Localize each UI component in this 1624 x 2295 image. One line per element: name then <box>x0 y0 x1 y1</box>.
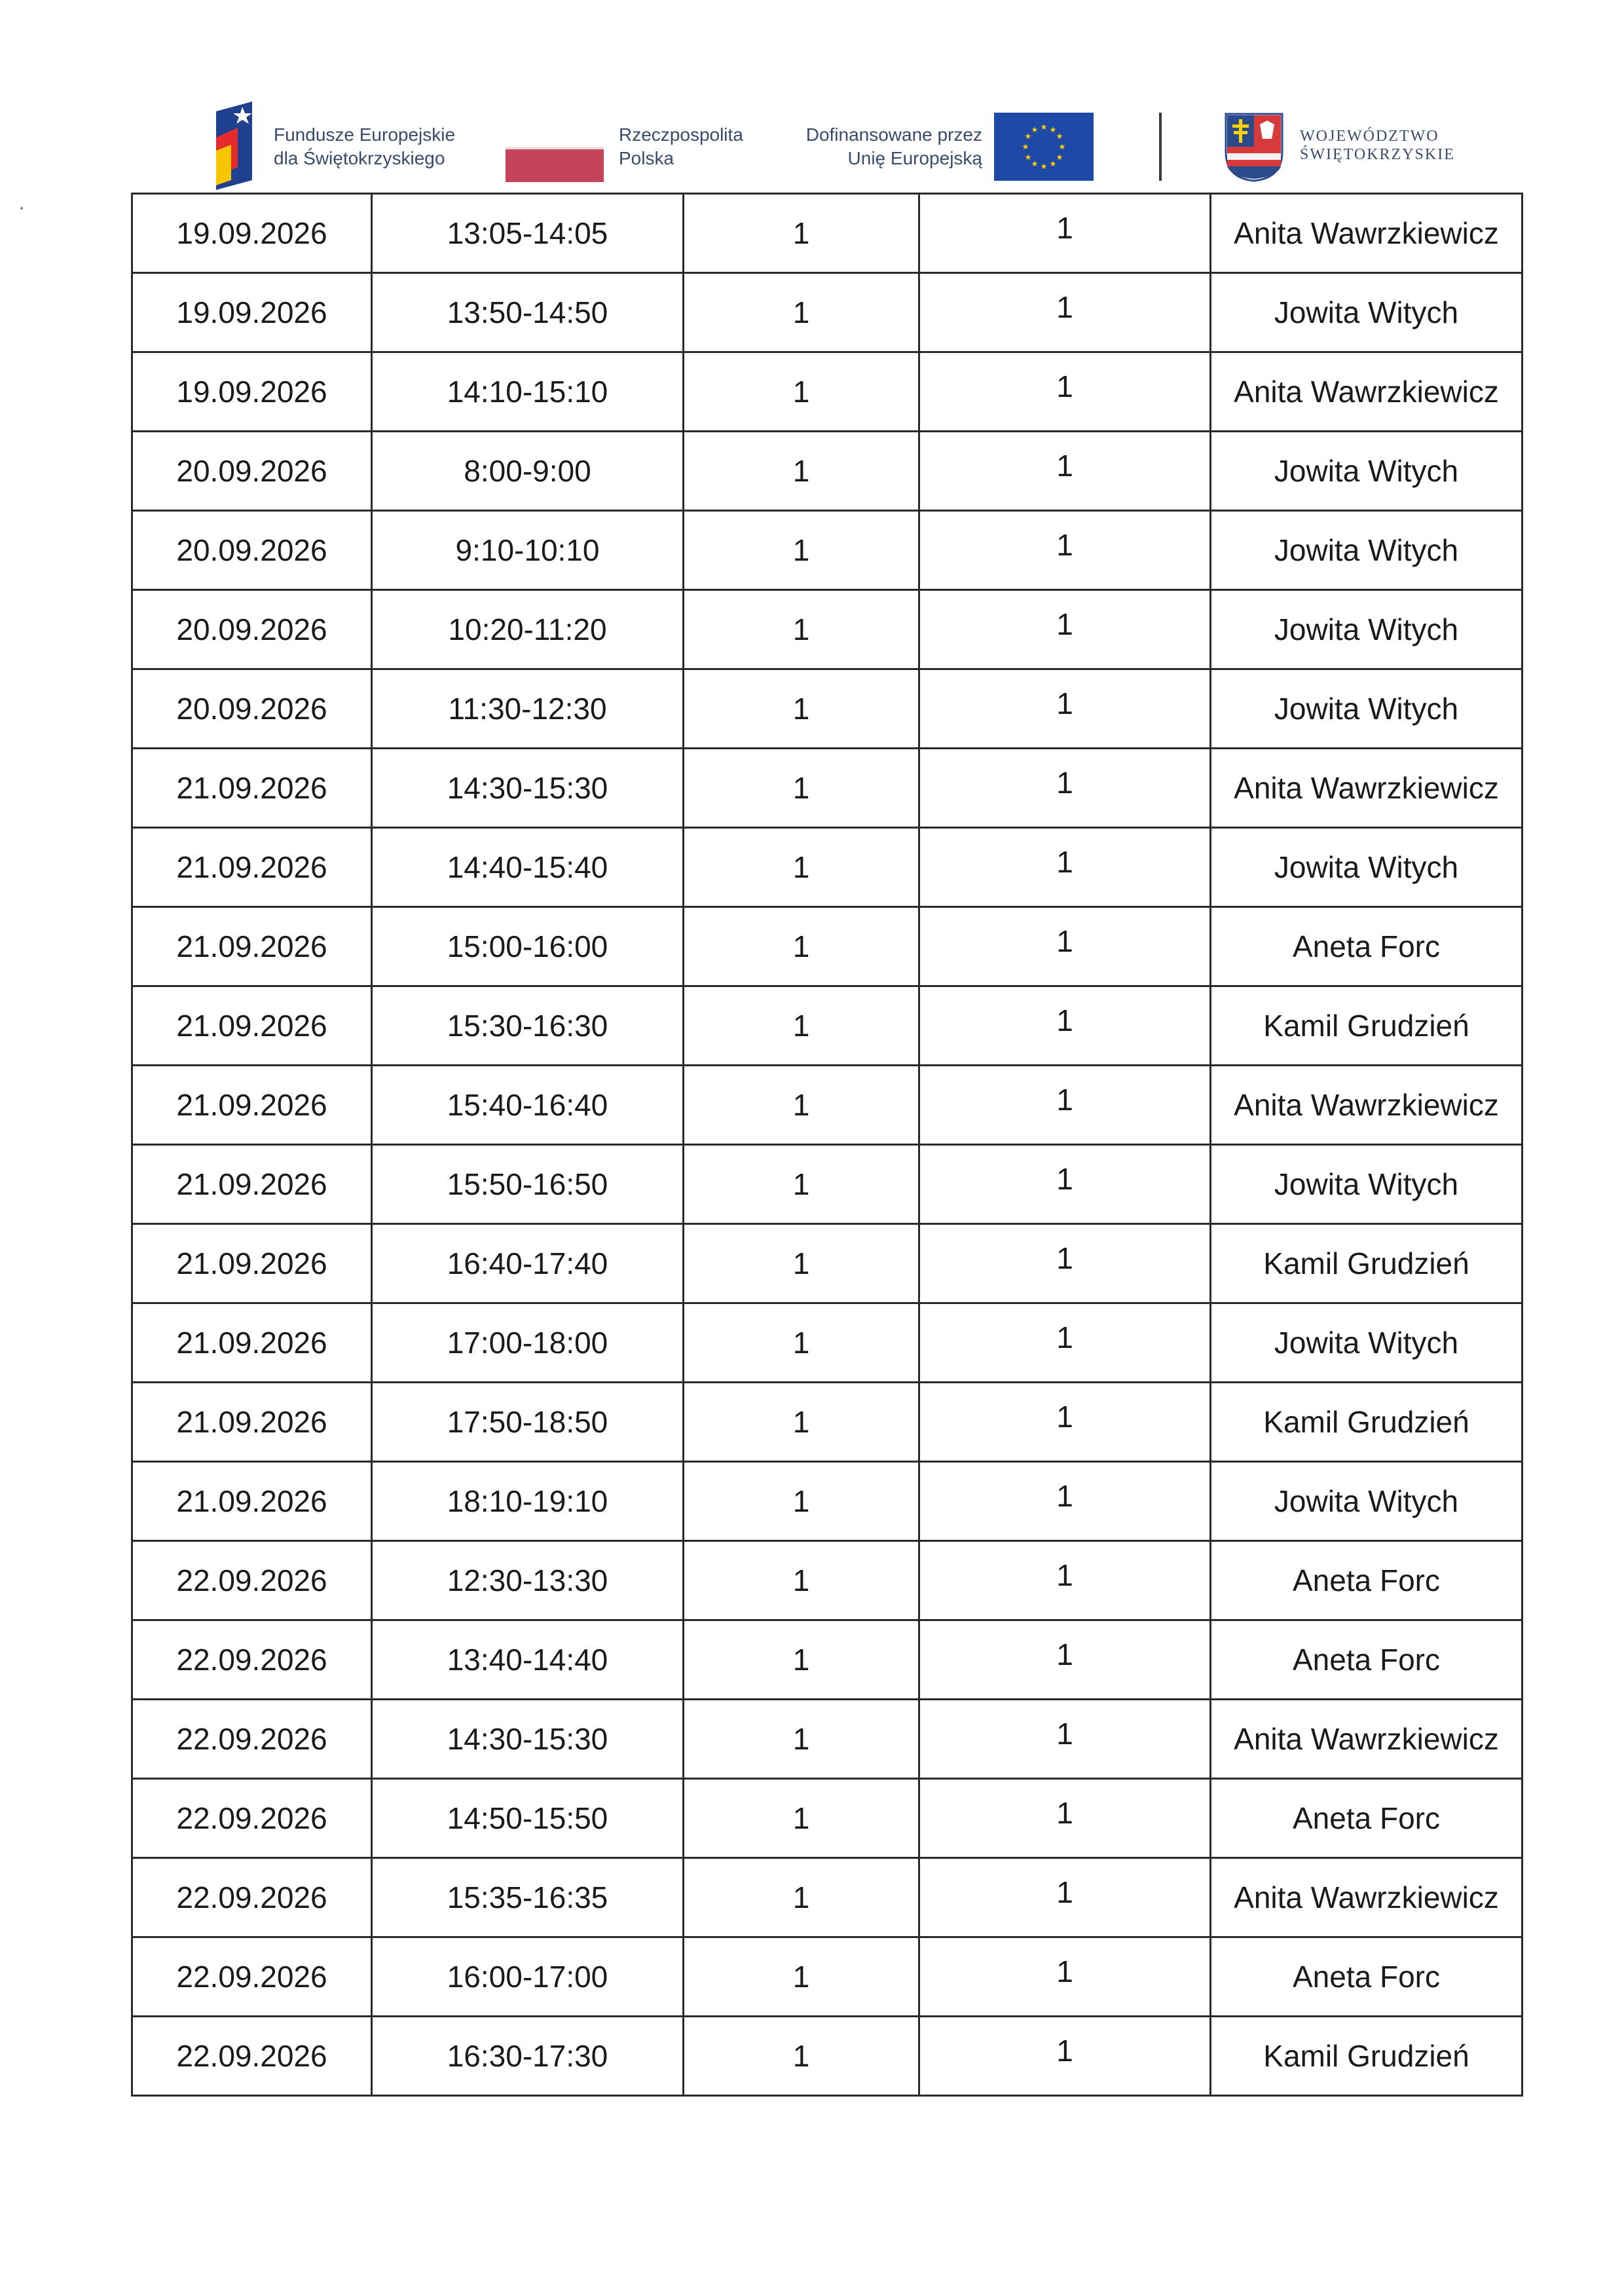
time-cell: 18:10-19:10 <box>372 1462 684 1541</box>
time-cell: 16:00-17:00 <box>372 1937 684 2017</box>
woj-line-2: ŚWIĘTOKRZYSKIE <box>1300 146 1455 163</box>
table-row <box>132 1700 1522 1779</box>
schedule-table <box>131 193 1523 2097</box>
count-value: 1 <box>1056 686 1073 720</box>
count-cell-2 <box>919 352 1211 432</box>
count-value: 1 <box>1056 1717 1073 1751</box>
svg-text:★: ★ <box>1031 125 1039 134</box>
table-row <box>132 590 1522 669</box>
count-cell-2 <box>919 986 1211 1066</box>
rzeczpospolita-label <box>619 123 743 170</box>
count-value: 1 <box>1056 290 1073 324</box>
count-value: 1 <box>1056 845 1073 879</box>
count-cell-2 <box>919 1224 1211 1303</box>
count-cell-2 <box>919 669 1211 749</box>
header-divider <box>1159 113 1162 181</box>
svg-text:★: ★ <box>1058 142 1066 151</box>
count-cell-2 <box>919 2017 1211 2096</box>
count-value: 1 <box>1056 1400 1073 1434</box>
time-cell: 13:05-14:05 <box>372 194 684 273</box>
instructor-cell: Anita Wawrzkiewicz <box>1211 1858 1522 1937</box>
count-value: 1 <box>1056 1796 1073 1830</box>
count-cell: 1 <box>684 1620 919 1700</box>
poland-flag-icon <box>506 149 604 182</box>
count-value: 1 <box>1056 1479 1073 1513</box>
count-cell-2 <box>919 590 1211 669</box>
time-cell: 17:50-18:50 <box>372 1383 684 1462</box>
count-cell: 1 <box>684 907 919 986</box>
scan-speck: · <box>18 196 25 218</box>
table-row <box>132 986 1522 1066</box>
count-cell: 1 <box>684 432 919 511</box>
document-header <box>0 0 1624 196</box>
instructor-cell: Aneta Forc <box>1211 907 1522 986</box>
instructor-cell: Aneta Forc <box>1211 1620 1522 1700</box>
date-cell: 19.09.2026 <box>132 352 372 432</box>
svg-text:★: ★ <box>1056 132 1063 141</box>
instructor-cell: Kamil Grudzień <box>1211 986 1522 1066</box>
count-cell-2 <box>919 432 1211 511</box>
date-cell: 22.09.2026 <box>132 1620 372 1700</box>
fe-line-2: dla Świętokrzyskiego <box>274 148 445 168</box>
count-cell: 1 <box>684 590 919 669</box>
table-row <box>132 1145 1522 1224</box>
count-value: 1 <box>1056 1241 1073 1275</box>
count-cell-2 <box>919 511 1211 590</box>
time-cell: 14:40-15:40 <box>372 828 684 907</box>
date-cell: 20.09.2026 <box>132 590 372 669</box>
table-row <box>132 1541 1522 1620</box>
count-cell-2 <box>919 907 1211 986</box>
date-cell: 21.09.2026 <box>132 1224 372 1303</box>
table-row <box>132 273 1522 352</box>
count-value: 1 <box>1056 1162 1073 1196</box>
count-cell: 1 <box>684 1541 919 1620</box>
table-row <box>132 1937 1522 2017</box>
time-cell: 10:20-11:20 <box>372 590 684 669</box>
table-row <box>132 1383 1522 1462</box>
count-cell: 1 <box>684 352 919 432</box>
fundusze-europejskie-label <box>274 123 455 170</box>
table-row <box>132 1858 1522 1937</box>
time-cell: 15:30-16:30 <box>372 986 684 1066</box>
date-cell: 21.09.2026 <box>132 986 372 1066</box>
time-cell: 9:10-10:10 <box>372 511 684 590</box>
count-cell-2 <box>919 1145 1211 1224</box>
count-value: 1 <box>1056 1637 1073 1671</box>
svg-text:★: ★ <box>1031 159 1039 168</box>
count-cell: 1 <box>684 1303 919 1383</box>
count-value: 1 <box>1056 1954 1073 1988</box>
time-cell: 15:00-16:00 <box>372 907 684 986</box>
count-cell-2 <box>919 749 1211 828</box>
count-value: 1 <box>1056 1875 1073 1909</box>
svg-text:★: ★ <box>1024 153 1032 162</box>
table-row <box>132 194 1522 273</box>
date-cell: 21.09.2026 <box>132 1383 372 1462</box>
count-cell: 1 <box>684 1383 919 1462</box>
count-value: 1 <box>1056 1320 1073 1354</box>
count-cell: 1 <box>684 194 919 273</box>
svg-text:★: ★ <box>1022 142 1029 151</box>
time-cell: 15:35-16:35 <box>372 1858 684 1937</box>
fe-line-1: Fundusze Europejskie <box>274 124 456 145</box>
count-cell-2 <box>919 1700 1211 1779</box>
count-cell: 1 <box>684 669 919 749</box>
time-cell: 13:40-14:40 <box>372 1620 684 1700</box>
instructor-cell: Anita Wawrzkiewicz <box>1211 749 1522 828</box>
woj-line-1: WOJEWÓDZTWO <box>1300 128 1439 145</box>
table-row <box>132 1779 1522 1858</box>
table-row <box>132 907 1522 986</box>
count-value: 1 <box>1056 766 1073 800</box>
wojewodztwo-label <box>1300 127 1455 164</box>
instructor-cell: Jowita Witych <box>1211 590 1522 669</box>
table-row <box>132 749 1522 828</box>
count-value: 1 <box>1056 449 1073 483</box>
wojewodztwo-crest-icon <box>1225 113 1283 182</box>
count-cell: 1 <box>684 828 919 907</box>
count-value: 1 <box>1056 924 1073 958</box>
instructor-cell: Aneta Forc <box>1211 1541 1522 1620</box>
date-cell: 21.09.2026 <box>132 907 372 986</box>
date-cell: 21.09.2026 <box>132 749 372 828</box>
time-cell: 14:10-15:10 <box>372 352 684 432</box>
count-cell: 1 <box>684 1066 919 1145</box>
fundusze-europejskie-logo-icon <box>213 102 262 190</box>
time-cell: 13:50-14:50 <box>372 273 684 352</box>
svg-text:★: ★ <box>1056 153 1063 162</box>
date-cell: 20.09.2026 <box>132 511 372 590</box>
eu-line-2: Unię Europejską <box>847 148 982 168</box>
svg-text:★: ★ <box>1040 162 1048 171</box>
time-cell: 16:40-17:40 <box>372 1224 684 1303</box>
date-cell: 22.09.2026 <box>132 1779 372 1858</box>
date-cell: 22.09.2026 <box>132 1700 372 1779</box>
table-row <box>132 352 1522 432</box>
count-value: 1 <box>1056 2034 1073 2068</box>
date-cell: 22.09.2026 <box>132 1937 372 2017</box>
instructor-cell: Aneta Forc <box>1211 1779 1522 1858</box>
instructor-cell: Jowita Witych <box>1211 669 1522 749</box>
count-cell-2 <box>919 1937 1211 2017</box>
table-row <box>132 2017 1522 2096</box>
count-value: 1 <box>1056 607 1073 641</box>
time-cell: 15:50-16:50 <box>372 1145 684 1224</box>
time-cell: 16:30-17:30 <box>372 2017 684 2096</box>
instructor-cell: Jowita Witych <box>1211 1303 1522 1383</box>
date-cell: 21.09.2026 <box>132 1066 372 1145</box>
count-cell-2 <box>919 1462 1211 1541</box>
instructor-cell: Jowita Witych <box>1211 1462 1522 1541</box>
instructor-cell: Kamil Grudzień <box>1211 2017 1522 2096</box>
instructor-cell: Anita Wawrzkiewicz <box>1211 352 1522 432</box>
count-cell: 1 <box>684 1858 919 1937</box>
count-cell-2 <box>919 273 1211 352</box>
instructor-cell: Kamil Grudzień <box>1211 1224 1522 1303</box>
time-cell: 12:30-13:30 <box>372 1541 684 1620</box>
date-cell: 21.09.2026 <box>132 828 372 907</box>
count-cell-2 <box>919 1858 1211 1937</box>
instructor-cell: Jowita Witych <box>1211 273 1522 352</box>
date-cell: 21.09.2026 <box>132 1303 372 1383</box>
count-cell-2 <box>919 1541 1211 1620</box>
instructor-cell: Kamil Grudzień <box>1211 1383 1522 1462</box>
date-cell: 22.09.2026 <box>132 1858 372 1937</box>
time-cell: 8:00-9:00 <box>372 432 684 511</box>
table-row <box>132 511 1522 590</box>
date-cell: 21.09.2026 <box>132 1145 372 1224</box>
time-cell: 11:30-12:30 <box>372 669 684 749</box>
count-cell: 1 <box>684 1700 919 1779</box>
count-value: 1 <box>1056 1558 1073 1592</box>
count-cell-2 <box>919 194 1211 273</box>
count-cell: 1 <box>684 1779 919 1858</box>
count-cell-2 <box>919 1779 1211 1858</box>
count-cell: 1 <box>684 1145 919 1224</box>
count-cell-2 <box>919 828 1211 907</box>
date-cell: 21.09.2026 <box>132 1462 372 1541</box>
instructor-cell: Jowita Witych <box>1211 1145 1522 1224</box>
svg-text:★: ★ <box>1049 125 1057 134</box>
count-cell: 1 <box>684 1462 919 1541</box>
date-cell: 19.09.2026 <box>132 194 372 273</box>
instructor-cell: Aneta Forc <box>1211 1937 1522 2017</box>
table-row <box>132 669 1522 749</box>
table-row <box>132 1066 1522 1145</box>
count-cell-2 <box>919 1620 1211 1700</box>
date-cell: 22.09.2026 <box>132 1541 372 1620</box>
count-cell: 1 <box>684 749 919 828</box>
table-row <box>132 432 1522 511</box>
count-cell-2 <box>919 1303 1211 1383</box>
time-cell: 14:30-15:30 <box>372 1700 684 1779</box>
time-cell: 15:40-16:40 <box>372 1066 684 1145</box>
count-value: 1 <box>1056 369 1073 403</box>
svg-text:★: ★ <box>1040 122 1048 132</box>
eu-funding-label <box>773 123 982 170</box>
svg-text:★: ★ <box>1049 159 1057 168</box>
pl-line-2: Polska <box>619 148 674 168</box>
count-value: 1 <box>1056 1083 1073 1117</box>
table-row <box>132 1620 1522 1700</box>
count-value: 1 <box>1056 211 1073 245</box>
count-value: 1 <box>1056 528 1073 562</box>
table-row <box>132 1303 1522 1383</box>
instructor-cell: Jowita Witych <box>1211 511 1522 590</box>
count-cell-2 <box>919 1383 1211 1462</box>
table-row <box>132 828 1522 907</box>
time-cell: 17:00-18:00 <box>372 1303 684 1383</box>
time-cell: 14:30-15:30 <box>372 749 684 828</box>
instructor-cell: Jowita Witych <box>1211 828 1522 907</box>
table-row <box>132 1462 1522 1541</box>
instructor-cell: Anita Wawrzkiewicz <box>1211 1700 1522 1779</box>
date-cell: 20.09.2026 <box>132 432 372 511</box>
count-cell: 1 <box>684 1224 919 1303</box>
table-row <box>132 1224 1522 1303</box>
count-cell: 1 <box>684 1937 919 2017</box>
count-cell: 1 <box>684 273 919 352</box>
time-cell: 14:50-15:50 <box>372 1779 684 1858</box>
count-cell-2 <box>919 1066 1211 1145</box>
pl-line-1: Rzeczpospolita <box>619 124 743 145</box>
count-cell: 1 <box>684 2017 919 2096</box>
eu-line-1: Dofinansowane przez <box>805 124 982 145</box>
instructor-cell: Anita Wawrzkiewicz <box>1211 194 1522 273</box>
eu-flag-icon <box>994 113 1094 181</box>
schedule-table-body <box>132 194 1522 2096</box>
date-cell: 20.09.2026 <box>132 669 372 749</box>
count-cell: 1 <box>684 511 919 590</box>
count-value: 1 <box>1056 1003 1073 1037</box>
date-cell: 19.09.2026 <box>132 273 372 352</box>
svg-text:★: ★ <box>1024 132 1032 141</box>
instructor-cell: Anita Wawrzkiewicz <box>1211 1066 1522 1145</box>
count-cell: 1 <box>684 986 919 1066</box>
date-cell: 22.09.2026 <box>132 2017 372 2096</box>
instructor-cell: Jowita Witych <box>1211 432 1522 511</box>
